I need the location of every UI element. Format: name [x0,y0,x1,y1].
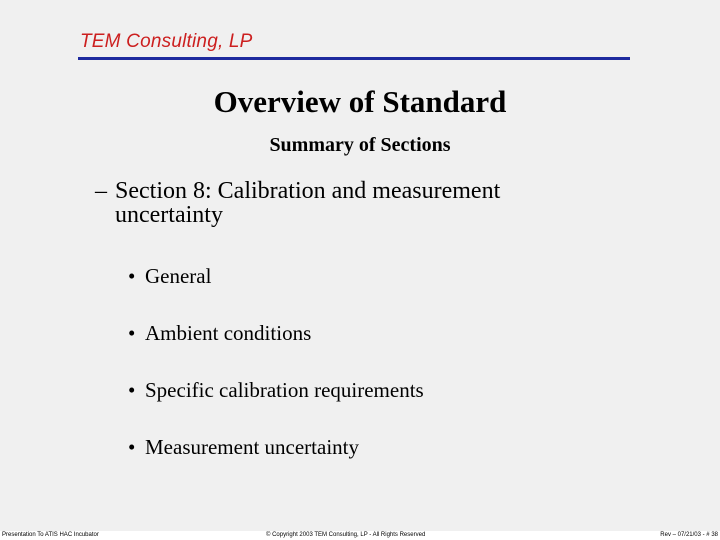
bullet-dot: • [128,321,136,345]
slide-title: Overview of Standard [213,84,507,119]
bullet-text: Ambient conditions [145,321,312,345]
list-item [128,319,424,376]
dash-bullet: – [95,178,107,204]
list-item [128,433,424,490]
bullet-dot: • [128,264,136,288]
bullet-text: General [145,264,212,288]
list-item [128,262,424,319]
bullet-dot: • [128,435,136,459]
bullet-dot: • [128,378,136,402]
bullet-text: Measurement uncertainty [145,435,359,459]
list-item [128,376,424,433]
slide-subtitle: Summary of Sections [269,134,451,156]
footer-copyright: © Copyright 2003 TEM Consulting, LP - All Rights Reserved [266,532,426,538]
section-heading-line2: uncertainty [115,202,223,228]
header-divider [78,57,630,60]
bullet-text: Specific calibration requirements [145,378,424,402]
bullet-list [128,262,424,490]
section-heading-line1: Section 8: Calibration and measurement [115,178,501,204]
section-item [95,179,615,227]
footer-revision: Rev – 07/21/03 - # 38 [660,532,718,538]
company-logo-text: TEM Consulting, LP [80,31,253,52]
slide-footer [0,531,720,540]
footer-presentation: Presentation To ATIS HAC Incubator [2,532,99,538]
